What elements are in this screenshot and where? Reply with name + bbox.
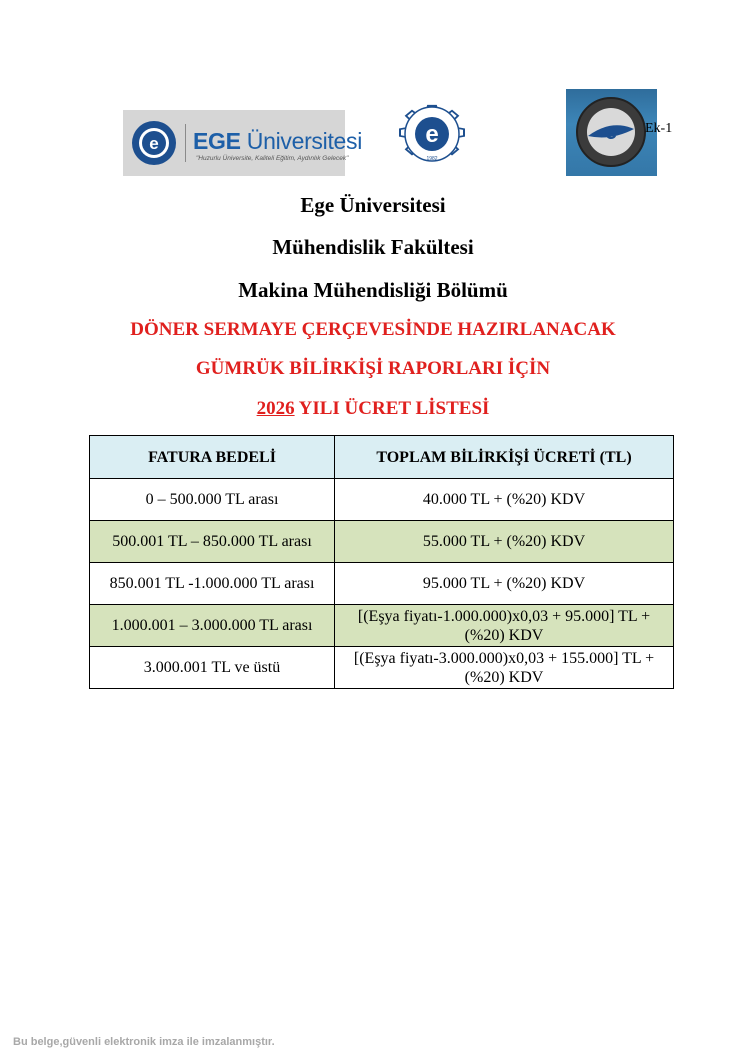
red-heading-line3-rest: YILI ÜCRET LİSTESİ <box>294 398 490 419</box>
table-row <box>90 521 674 563</box>
logo-separator <box>185 124 186 162</box>
ege-university-logo <box>123 110 363 176</box>
logo-tagline: "Huzurlu Üniversite, Kaliteli Eğitim, Aydınlık Gelecek" <box>196 155 349 162</box>
logo-word-regular: Üniversitesi <box>246 128 363 154</box>
fee-cell: 55.000 TL + (%20) KDV <box>335 521 674 563</box>
faculty-title: Mühendislik Fakültesi <box>272 235 474 259</box>
invoice-range-cell: 3.000.001 TL ve üstü <box>90 647 335 689</box>
red-heading-line1: DÖNER SERMAYE ÇERÇEVESİNDE HAZIRLANACAK <box>130 319 616 340</box>
red-heading-line2: GÜMRÜK BİLİRKİŞİ RAPORLARI İÇİN <box>195 358 551 379</box>
fee-cell: 95.000 TL + (%20) KDV <box>335 563 674 605</box>
red-heading-line3 <box>0 398 746 420</box>
table-row <box>90 647 674 689</box>
seal-letter: e <box>149 134 159 153</box>
department-logo <box>566 89 657 176</box>
header-total-fee: TOPLAM BİLİRKİŞİ ÜCRETİ (TL) <box>335 436 674 479</box>
fee-table <box>89 435 674 689</box>
fee-cell: [(Eşya fiyatı-1.000.000)x0,03 + 95.000] TL + (%20) KDV <box>335 605 674 647</box>
table-row <box>90 479 674 521</box>
table-header-row <box>90 436 674 479</box>
logo-wordmark <box>193 128 362 155</box>
annex-label: Ek-1 <box>645 121 673 136</box>
invoice-range-cell: 500.001 TL – 850.000 TL arası <box>90 521 335 563</box>
header-invoice-amount: FATURA BEDELİ <box>90 436 335 479</box>
table-row <box>90 605 674 647</box>
faculty-logo-letter: e <box>425 121 439 148</box>
invoice-range-cell: 0 – 500.000 TL arası <box>90 479 335 521</box>
department-emblem-icon <box>566 89 657 176</box>
department-logo-letter: e <box>604 119 618 144</box>
invoice-range-cell: 1.000.001 – 3.000.000 TL arası <box>90 605 335 647</box>
fee-cell: [(Eşya fiyatı-3.000.000)x0,03 + 155.000] TL + (%20) KDV <box>335 647 674 689</box>
faculty-logo-year: 1982 <box>426 156 438 162</box>
fee-cell: 40.000 TL + (%20) KDV <box>335 479 674 521</box>
e-signature-note: Bu belge,güvenli elektronik imza ile imzalanmıştır. <box>13 1036 275 1048</box>
table-row <box>90 563 674 605</box>
university-title: Ege Üniversitesi <box>300 193 446 217</box>
logo-word-bold: EGE <box>193 128 241 154</box>
department-title: Makina Mühendisliği Bölümü <box>238 278 508 302</box>
faculty-gear-logo-icon <box>388 90 476 178</box>
fee-year: 2026 <box>256 398 295 419</box>
university-seal-icon <box>131 120 177 166</box>
invoice-range-cell: 850.001 TL -1.000.000 TL arası <box>90 563 335 605</box>
